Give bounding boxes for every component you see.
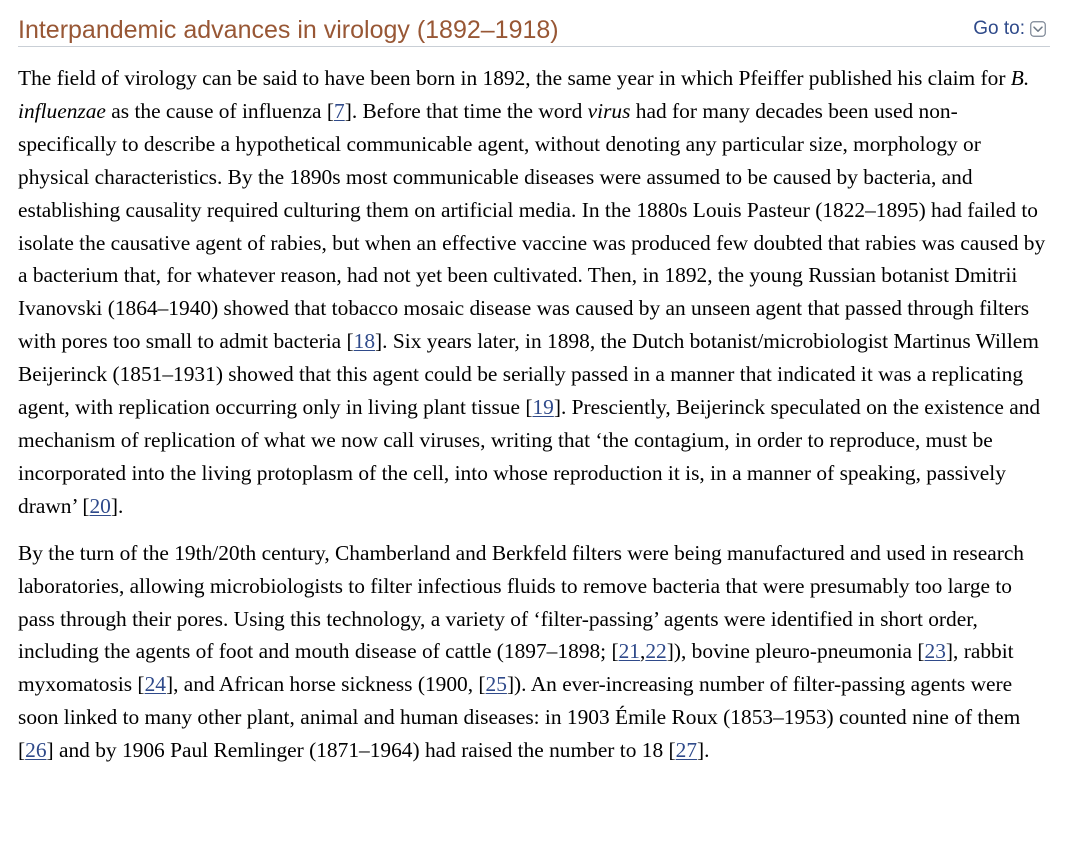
citation-link[interactable]: 20 [89,493,111,518]
text-run: ]. Presciently, Beijerinck speculated on the existence and mechanism of replication of what we now call viruses, writing that ‘the contagium, in order to reproduce, must be incorporated into the living protoplasm of the cell, into whose reproduction it is, in a manner of speaking, passively drawn’ [ [18,395,1041,518]
text-run: The field of virology can be said to have been born in 1892, the same year in which Pfeiffer published his claim for [18,66,1011,90]
chevron-down-icon[interactable] [1030,21,1046,37]
citation-link[interactable]: 24 [144,672,166,697]
goto-menu[interactable] [973,16,1046,42]
paragraph [18,62,1054,523]
citation-link[interactable]: 25 [485,672,507,697]
citation-link[interactable]: 19 [532,395,554,420]
text-run: ]), bovine pleuro-pneumonia [ [666,639,925,664]
text-run: ]. Before that time the word [344,98,588,123]
citation-link[interactable]: 27 [675,738,698,763]
citation-link[interactable]: 18 [353,329,376,354]
citation-link[interactable]: 7 [334,98,345,123]
citation-link[interactable]: 26 [25,738,47,763]
section-title: Interpandemic advances in virology (1892–1918) [18,16,559,44]
article-body [18,62,1054,781]
goto-label[interactable]: Go to: [973,18,1025,39]
paragraph [18,537,1054,767]
text-run: ]. [110,493,124,518]
text-run: ], and African horse sickness (1900, [ [165,672,486,697]
text-run: ] and by 1906 Paul Remlinger (1871–1964) had raised the number to 18 [ [46,738,676,763]
text-run: ]. Six years later, in 1898, the Dutch botanist/microbiologist Martinus Willem Beijerinck (1851–1931) showed that this agent could be serially passed in a manner that indicated it was a replicating agent, with replication occurring only in living plant tissue [ [18,329,1039,420]
text-run: as the cause of influenza [ [105,98,334,123]
text-run: ]). An ever-increasing number of filter-passing agents were soon linked to many other plant, animal and human diseases: in 1903 Émile Roux (1853–1953) counted nine of them [ [18,672,1021,763]
text-run: By the turn of the 19th/20th century, Chamberland and Berkfeld filters were being manufactured and used in research laboratories, allowing microbiologists to filter infectious fluids to remove bacteria that were presumably too large to pass through their pores. Using this technology, a variety of ‘filter-passing’ agents were identified in short order, including the agents of foot and mouth disease of cattle (1897–1898; [ [18,540,1025,664]
citation-link[interactable]: 22 [645,639,667,664]
text-run: , [639,639,646,664]
text-run: ]. [697,738,710,763]
italic-text: virus [587,98,631,123]
text-run: ], rabbit myxomatosis [ [18,639,1014,697]
citation-link[interactable]: 21 [618,639,640,664]
section-header [18,12,1050,47]
text-run: had for many decades been used non-specifically to describe a hypothetical communicable agent, without denoting any particular size, morphology or physical characteristics. By the 1890s most communicable diseases were assumed to be caused by bacteria, and establishing causality required culturing them on artificial media. In the 1880s Louis Pasteur (1822–1895) had failed to isolate the causative agent of rabies, but when an effective vaccine was produced few doubted that rabies was caused by a bacterium that, for whatever reason, had not yet been cultivated. Then, in 1892, the young Russian botanist Dmitrii Ivanovski (1864–1940) showed that tobacco mosaic disease was caused by an unseen agent that passed through filters with pores too small to admit bacteria [ [18,98,1046,354]
citation-link[interactable]: 23 [924,639,946,664]
italic-text: B. influenzae [18,66,1030,123]
